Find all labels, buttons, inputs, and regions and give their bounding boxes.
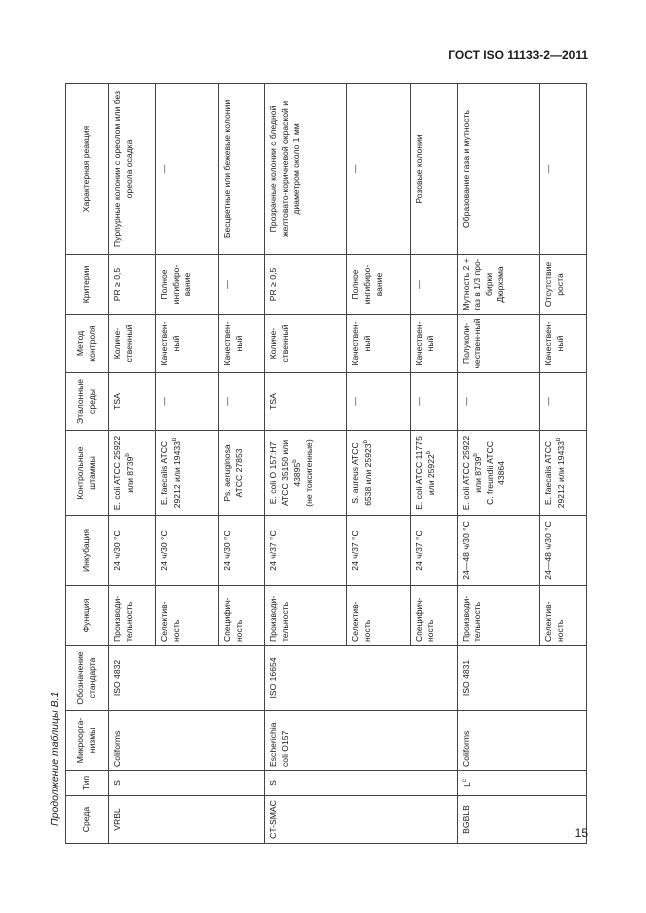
header-microorganisms: Микроорга-низмы [66,711,109,771]
cell-control-method: Количе-ственный [109,315,156,373]
strains-note: (не токсигенные) [303,439,314,507]
cell-criteria: Полное ингибиро-вание [347,255,410,315]
cell-reaction: — [539,84,586,255]
header-criteria: Критерии [66,255,109,315]
cell-reference-media: TSA [265,373,347,431]
cell-control-method: Качествен-ный [219,315,265,373]
strains-text: E. faecalis ATCC 29212 или 19433 [159,440,182,509]
cell-function: Производи-тельность [457,586,539,646]
header-function: Функция [66,586,109,646]
cell-criteria: Полное ингибиро-вание [156,255,219,315]
header-incubation: Инкубация [66,516,109,586]
cell-control-strains [539,431,586,516]
cell-reaction: — [347,84,410,255]
cell-control-strains: Ps. aeruginosa ATCC 27853 [219,431,265,516]
cell-reference-media: — [410,373,457,431]
cell-incubation: 24 ч/37 °С [410,516,457,586]
table-row [457,84,539,844]
cell-control-strains [347,431,410,516]
cell-type: S [265,771,458,796]
strains-text-2: C. freundii ATCC 43864 [484,441,507,505]
cell-incubation: 24 ч/37 °С [265,516,347,586]
strains-text: E. faecalis ATCC 29212 или 19433 [542,440,566,509]
cell-reference-media: — [156,373,219,431]
type-text: L [461,782,472,787]
footnote-mark: b [171,437,178,442]
cell-microorganisms: Coliforms [109,711,265,771]
footnote-mark: b [555,437,562,442]
cell-media: VRBL [109,796,265,844]
strains-text: E. coli ATCC 11775 или 25922 [413,436,437,510]
cell-reference-media: — [457,373,539,431]
cell-type: S [109,771,265,796]
cell-control-method: Полуколи-чествен-ный [457,315,539,373]
cell-control-method: Качествен-ный [410,315,457,373]
table-row [265,84,347,844]
cell-reference-media: — [347,373,410,431]
footnote-mark: b [473,453,480,457]
rotated-table-container [65,84,587,844]
cell-reaction: Розовые колонии [410,84,457,255]
cell-reaction: — [156,84,219,255]
footnote-mark: b [124,453,131,457]
cell-incubation: 24—48 ч/30 °С [457,516,539,586]
header-media: Среда [66,796,109,844]
cell-reference-media: — [219,373,265,431]
cell-control-method: Качествен-ный [156,315,219,373]
cell-criteria: PR ≥ 0,5 [109,255,156,315]
cell-reaction: Бесцветные или бежевые колонии [219,84,265,255]
cell-control-method: Количе-ственный [265,315,347,373]
cell-incubation: 24 ч/30 °С [156,516,219,586]
media-control-table [65,83,587,844]
cell-media: CT-SMAC [265,796,458,844]
header-reaction: Характерная реакция [66,84,109,255]
cell-control-method: Качествен-ный [347,315,410,373]
header-control-strains: Контрольные штаммы [66,431,109,516]
footnote-mark: b [426,450,433,455]
cell-function: Селектив-ность [156,586,219,646]
cell-function: Производи-тельность [265,586,347,646]
cell-reference-media: — [539,373,586,431]
cell-incubation: 24 ч/30 °С [109,516,156,586]
cell-control-strains [156,431,219,516]
cell-incubation: 24 ч/37 °С [347,516,410,586]
cell-reaction: Образование газа и мутность [457,84,539,255]
cell-function: Производи-тельность [109,586,156,646]
cell-criteria: — [410,255,457,315]
cell-control-strains [109,431,156,516]
strains-text: E. coli O 157:H7 ATCC 35150 или 43895 [268,439,303,507]
footnote-mark: c [461,779,468,783]
header-type: Тип [66,771,109,796]
cell-function: Специфич-ность [410,586,457,646]
cell-reference-media: TSA [109,373,156,431]
header-reference-media: Эталонные среды [66,373,109,431]
cell-standard: ISO 4831 [457,646,586,711]
cell-reaction: Прозрачные колонии с бледной желтовато-коричневой окраской и диаметром около 1 мм [265,84,347,255]
cell-control-strains [265,431,347,516]
footnote-mark: b [362,440,369,444]
header-row [66,84,109,844]
cell-incubation: 24 ч/30 °С [219,516,265,586]
cell-function: Специфич-ность [219,586,265,646]
header-standard: Обозначение стандарта [66,646,109,711]
cell-microorganisms: Coliforms [457,711,586,771]
cell-criteria: Мутность 2 + газ в 1/3 про-бирки Дюрхэма [457,255,539,315]
strains-text: S. aureus ATCC 6538 или 25923 [350,442,373,506]
cell-control-method: Качествен-ный [539,315,586,373]
page-number: 15 [574,826,588,840]
cell-function: Селектив-ность [539,586,586,646]
cell-criteria: PR ≥ 0,5 [265,255,347,315]
footnote-mark: b [292,459,299,463]
cell-function: Селектив-ность [347,586,410,646]
cell-criteria: Отсутствие роста [539,255,586,315]
cell-microorganisms: Escherichia coli O157 [265,711,458,771]
table-row [109,84,156,844]
cell-media: BGBLB [457,796,586,844]
table-caption: Продолжение таблицы В.1 [49,691,61,826]
cell-type [457,771,586,796]
cell-criteria: — [219,255,265,315]
cell-reaction: Пурпурные колонии с ореолом или без ореола осадка [109,84,156,255]
cell-control-strains [410,431,457,516]
header-control-method: Метод контроля [66,315,109,373]
cell-control-strains [457,431,539,516]
strains-text: E. coli ATCC 25922 или 8739 [460,435,484,511]
strains-text: E. coli ATCC 25922 или 8739 [112,435,135,511]
cell-standard: ISO 16654 [265,646,458,711]
cell-incubation: 24—48 ч/30 °С [539,516,586,586]
cell-standard: ISO 4832 [109,646,265,711]
standard-header: ГОСТ ISO 11133-2—2011 [448,48,588,62]
